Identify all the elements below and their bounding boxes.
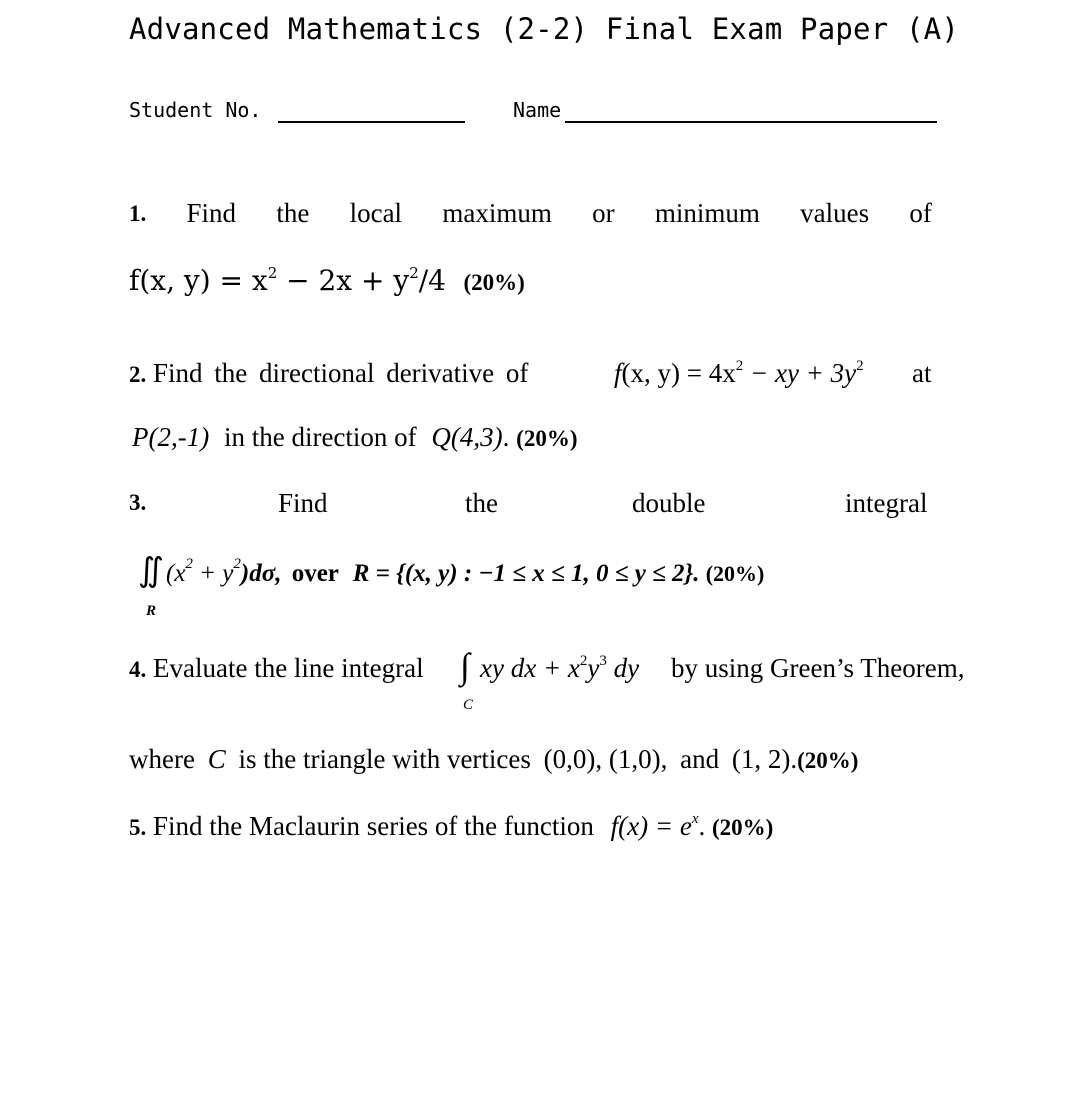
last-vertex: (1, 2) xyxy=(731,744,791,774)
direction-text: in the direction of xyxy=(223,422,417,452)
period: . xyxy=(502,422,510,452)
word: or xyxy=(592,198,615,228)
question-4-line1 xyxy=(129,653,424,684)
question-4-integrand xyxy=(480,653,639,684)
word: the xyxy=(276,198,310,228)
question-1-function xyxy=(129,264,525,298)
question-number: 3. xyxy=(129,490,147,515)
exam-title: Advanced Mathematics (2-2) Final Exam Paper (A) xyxy=(129,12,959,46)
word: minimum xyxy=(654,198,760,228)
question-4-text: Evaluate the line integral xyxy=(153,653,424,683)
question-4-line2 xyxy=(129,744,858,775)
over-text: over xyxy=(291,560,339,587)
integrand-part: xy dx + x xyxy=(480,653,580,683)
function-rest: − xy + 3y xyxy=(743,358,857,388)
function-args: (x, y) = 4x xyxy=(621,358,736,388)
question-weight: (20%) xyxy=(463,270,525,295)
exponent: 2 xyxy=(185,556,193,572)
where-text: where xyxy=(129,744,195,774)
question-number: 2. xyxy=(129,362,147,387)
question-2-line1 xyxy=(129,358,528,389)
function: f(x) = e xyxy=(610,811,692,841)
point-p: P(2,-1) xyxy=(132,422,210,452)
point-q: Q(4,3) xyxy=(431,422,503,452)
student-no-field[interactable] xyxy=(278,121,465,123)
function-name: f xyxy=(614,358,622,388)
question-2-line2 xyxy=(132,422,577,453)
double-integral-icon: ∬ xyxy=(138,553,165,589)
exponent: 2 xyxy=(579,653,588,669)
question-4-greens: by using Green’s Theorem, xyxy=(671,653,965,683)
word: of xyxy=(909,198,932,228)
function-tail: /4 xyxy=(418,264,446,297)
question-weight: (20%) xyxy=(797,748,859,773)
and-text: and xyxy=(680,744,720,774)
integrand-part: dy xyxy=(606,653,640,683)
question-number: 1. xyxy=(129,201,147,226)
exponent: 2 xyxy=(409,264,419,282)
question-5-text: Find the Maclaurin series of the function xyxy=(153,811,594,841)
period: . xyxy=(790,744,798,774)
exponent: x xyxy=(691,811,699,827)
integrand-part: (x xyxy=(166,560,186,587)
word: integral xyxy=(845,488,928,518)
curve-name: C xyxy=(207,744,226,774)
question-3-integrand xyxy=(166,556,765,588)
word: local xyxy=(349,198,403,228)
question-weight: (20%) xyxy=(516,426,578,451)
exponent: 2 xyxy=(267,264,278,282)
region-definition: R = {(x, y) : −1 ≤ x ≤ 1, 0 ≤ y ≤ 2}. xyxy=(352,560,700,587)
question-1 xyxy=(129,198,932,229)
question-1-line1 xyxy=(129,198,932,229)
name-label: Name xyxy=(513,98,562,122)
integrand-part: y xyxy=(587,653,600,683)
question-2-function xyxy=(614,358,932,389)
integrand-part: )dσ, xyxy=(240,560,282,587)
question-weight: (20%) xyxy=(711,815,774,840)
question-weight: (20%) xyxy=(705,561,765,586)
triangle-text: is the triangle with vertices xyxy=(238,744,531,774)
word: the xyxy=(465,488,498,518)
word: maximum xyxy=(442,198,552,228)
vertices: (0,0), (1,0), xyxy=(543,744,668,774)
name-field[interactable] xyxy=(565,121,937,123)
question-2-at: at xyxy=(912,358,932,388)
region-subscript: R xyxy=(146,603,157,619)
period: . xyxy=(698,811,706,841)
exponent: 2 xyxy=(856,358,864,374)
word: Find xyxy=(278,488,328,518)
word: Find xyxy=(186,198,237,228)
integrand-part: + y xyxy=(192,560,234,587)
word: double xyxy=(632,488,706,518)
function-mid: − 2x + y xyxy=(277,264,410,297)
question-number: 5. xyxy=(129,815,147,840)
question-5 xyxy=(129,811,773,842)
exponent: 2 xyxy=(735,358,744,374)
integral-icon: ∫ xyxy=(460,646,470,686)
exponent: 3 xyxy=(599,653,607,669)
word: values xyxy=(800,198,870,228)
curve-subscript: C xyxy=(463,697,474,713)
student-no-label: Student No. xyxy=(129,98,262,122)
exponent: 2 xyxy=(233,556,241,572)
question-2-text: Find the directional derivative of xyxy=(153,358,529,388)
function-lhs: f(x, y) = x xyxy=(129,264,268,297)
question-number: 4. xyxy=(129,657,147,682)
